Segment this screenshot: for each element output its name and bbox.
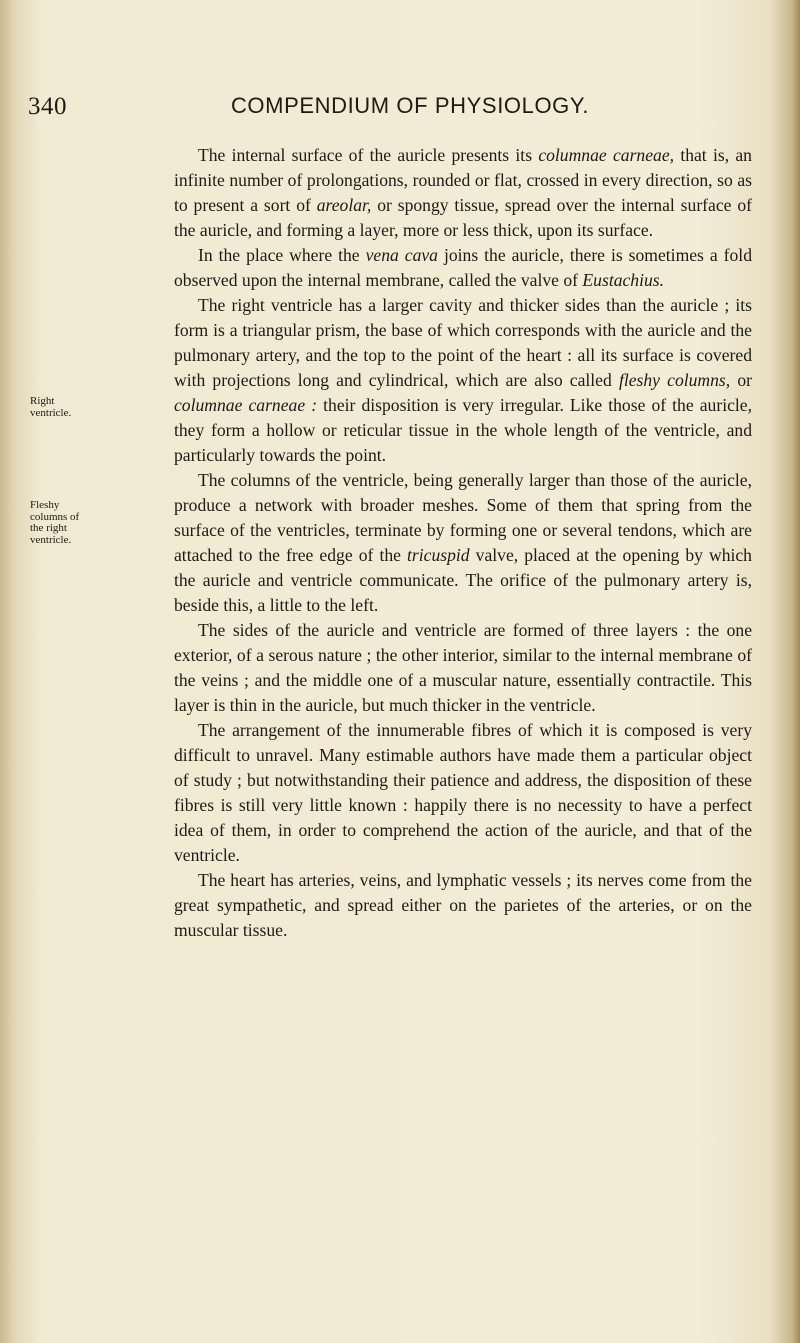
paragraph: The heart has arteries, veins, and lymphatic vessels ; its nerves come from the great sympathetic, and spread either on the parietes of the arteries, or on the muscular tissue. — [174, 870, 752, 940]
page-header — [0, 93, 800, 133]
paragraph: The sides of the auricle and ventricle are formed of three layers : the one exterior, of a serous nature ; the other interior, similar to the internal membrane of the veins ; and the middle one of a muscular nature, essentially contractile. This layer is thin in the auricle, but much thicker in the ventricle. — [174, 620, 752, 715]
paragraph: The arrangement of the innumerable fibres of which it is composed is very difficult to unravel. Many estimable authors have made them a particular object of study ; but notwithstanding their patience and address, the disposition of these fibres is still very little known : happily there is no necessity to have a perfect idea of them, in order to comprehend the action of the auricle, and that of the ventricle. — [174, 720, 752, 865]
body-text — [174, 143, 752, 943]
paragraph: The columns of the ventricle, being generally larger than those of the auricle, produce a network with broader meshes. Some of them that spring from the surface of the ventricles, terminate by forming one or several tendons, which are attached to the free edge of the tricuspid valve, placed at the opening by which the auricle and ventricle communicate. The orifice of the pulmonary artery is, beside this, a little to the left. — [174, 470, 752, 615]
running-title: COMPENDIUM OF PHYSIOLOGY. — [230, 93, 590, 118]
paragraph: The internal surface of the auricle presents its columnae carneae, that is, an infinite number of prolongations, rounded or flat, crossed in every direction, so as to present a sort of areolar, or spongy tissue, spread over the internal surface of the auricle, and forming a layer, more or less thick, upon its surface. — [174, 145, 752, 240]
paragraph: The right ventricle has a larger cavity and thicker sides than the auricle ; its form is a triangular prism, the base of which corresponds with the auricle and the pulmonary artery, and the top to the point of the heart : all its surface is covered with projections long and cylindrical, which are also called fleshy columns, or columnae carneae : their disposition is very irregular. Like those of the auricle, they form a hollow or reticular tissue in the whole length of the ventricle, and particularly towards the point. — [174, 295, 752, 465]
margin-note-right-ventricle: Right ventricle. — [30, 395, 72, 419]
margin-note-fleshy-columns: Fleshy columns of the right ventricle. — [30, 499, 80, 546]
paragraph: In the place where the vena cava joins the auricle, there is sometimes a fold observed upon the internal membrane, called the valve of Eustachius. — [174, 245, 752, 290]
page-number: 340 — [28, 93, 67, 120]
